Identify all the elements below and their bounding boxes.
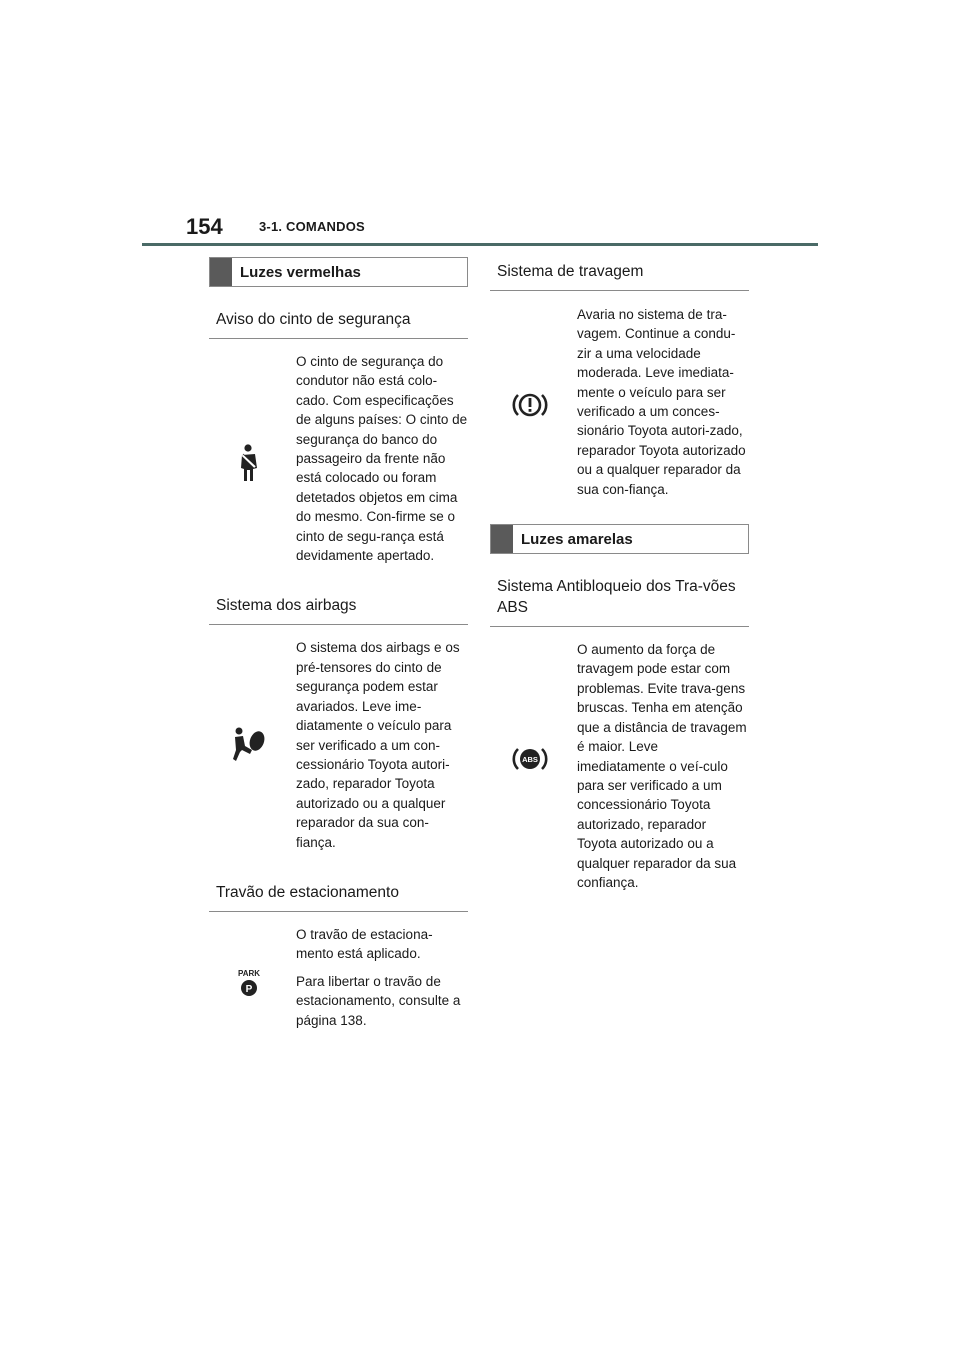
item-body-airbag [209,638,468,851]
category-swatch [491,525,513,553]
park-label: PARK [237,968,261,978]
page-number: 154 [186,214,223,239]
category-header-red [209,257,468,287]
item-text-parking-brake-2: Para libertar o travão de estacionamento, consulte a página 138. [296,973,461,1028]
item-body-abs [490,640,749,892]
item-body-seatbelt [209,352,468,565]
category-header-yellow [490,524,749,554]
abs-label: ABS [522,755,538,765]
svg-text:P: P [245,983,253,995]
airbag-warning-icon [209,726,289,762]
item-title-airbag: Sistema dos airbags [209,595,468,625]
item-title-parking-brake: Travão de estacionamento [209,882,468,912]
item-body-parking-brake [209,925,468,1030]
item-text-brake-system: Avaria no sistema de tra-vagem. Continue a condu-zir a uma velocidade moderada. Leve imediata-mente o veículo para ser verificado a um conces-sionário Toyota autori-zado, reparador Toyota autorizado ou a qualquer reparador da sua con-fiança. [577,307,746,497]
category-swatch [210,258,232,286]
abs-warning-icon [490,744,570,774]
item-text-airbag: O sistema dos airbags e os pré-tensores do cinto de segurança podem estar avariados. Leve ime-diatamente o veículo para ser verificado a um con-cessionário Toyota autori-zado, reparador Toyota autorizado ou a qualquer reparador da sua con-fiança. [296,640,460,850]
right-column [490,257,749,892]
brake-system-warning-icon [490,390,570,420]
header-rule [142,243,818,246]
category-label: Luzes vermelhas [240,263,361,281]
item-title-brake-system: Sistema de travagem [490,257,749,291]
item-title-seatbelt: Aviso do cinto de segurança [209,309,468,339]
section-title: 3-1. COMANDOS [259,219,365,234]
category-label: Luzes amarelas [521,530,633,548]
item-text-abs: O aumento da força de travagem pode estar com problemas. Evite trava-gens bruscas. Tenha em atenção que a distância de travagem é maior. Leve imediatamente o veí-culo para ser verificado a um concessionário Toyota autorizado, reparador Toyota autorizado ou a qualquer reparador da sua confiança. [577,642,747,890]
item-body-brake-system [490,305,749,499]
item-text-parking-brake: O travão de estaciona-mento está aplicado. [296,926,433,962]
parking-brake-icon [209,968,289,998]
left-column [209,257,468,1030]
seatbelt-warning-icon [209,444,289,482]
item-text-seatbelt: O cinto de segurança do condutor não está colo-cado. Com especificações de alguns países: O cinto de segurança do banco do passageiro da frente não está colocado ou foram detetados objetos em cima do mesmo. Con-firme se o cinto de segu-rança está devidamente apertado. [296,354,468,564]
item-title-abs: Sistema Antibloqueio dos Tra-vões ABS [490,576,749,627]
